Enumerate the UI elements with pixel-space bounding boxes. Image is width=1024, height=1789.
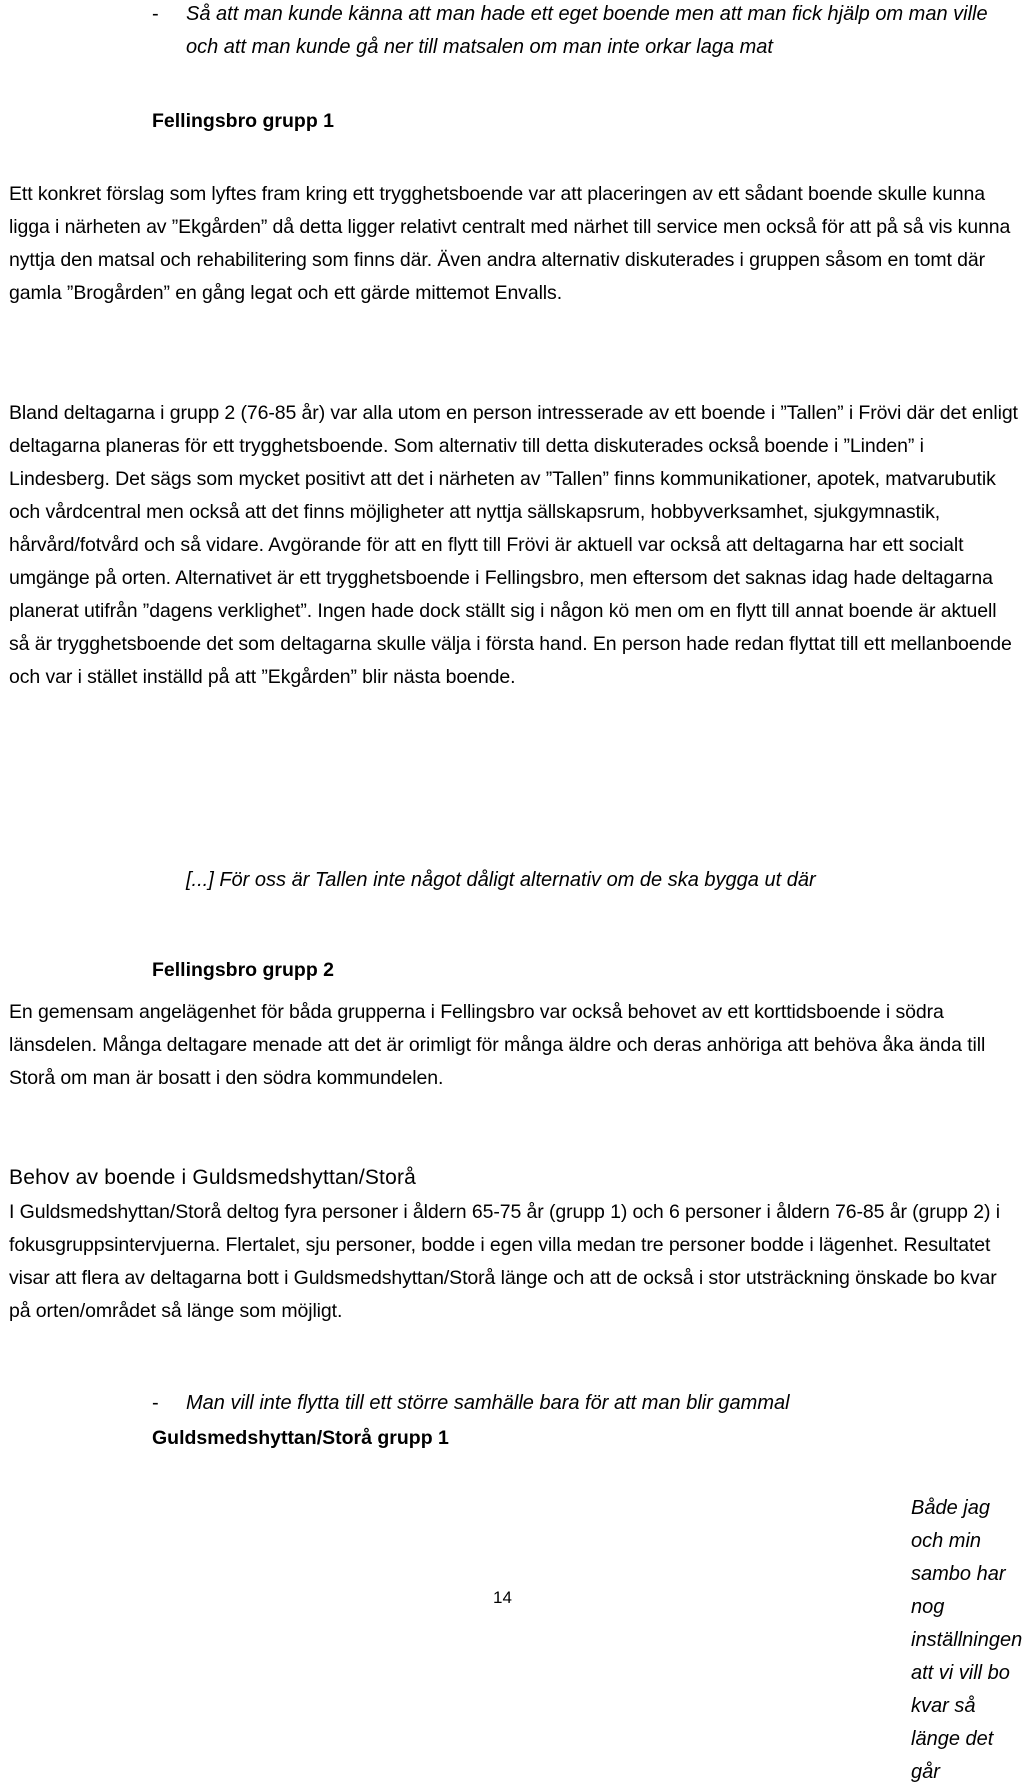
bullet-quote-text: Man vill inte flytta till ett större samhälle bara för att man blir gammal [186,1392,790,1414]
group-label-fellingsbro-2: Fellingsbro grupp 2 [152,959,335,981]
paragraph-placement-proposal [9,178,1019,310]
paragraph-group-2-tallen [9,397,1019,694]
group-label-fellingsbro-1: Fellingsbro grupp 1 [152,110,335,132]
bullet-item-help-at-home [152,0,992,64]
paragraph-short-term-housing [9,996,1019,1095]
quote-stay-as-long-as-possible-text: Både jag och min sambo har nog inställningen att vi vill bo kvar så länge det går [911,1497,1023,1783]
group-label-guldsmedshyttan-1: Guldsmedshyttan/Storå grupp 1 [152,1427,449,1449]
paragraph-guldsmedshyttan-participants [9,1196,1019,1328]
bullet-quote-text: Så att man kunde känna att man hade ett eget boende men att man fick hjälp om man ville och att man kunde gå ner till matsalen om man inte orkar laga mat [186,3,988,58]
bullet-item-stay-home [152,1387,790,1420]
section-heading-guldsmedshyttan: Behov av boende i Guldsmedshyttan/Storå [9,1166,417,1189]
page-number: 14 [493,1588,512,1607]
quote-tallen: [...] För oss är Tallen inte något dåligt alternativ om de ska bygga ut där [186,869,816,891]
paragraph-text: I Guldsmedshyttan/Storå deltog fyra personer i åldern 65-75 år (grupp 1) och 6 personer i åldern 76-85 år (grupp 2) i fokusgruppsintervjuerna. Flertalet, sju personer, bodde i egen villa medan tre personer bodde i lägenhet. Resultatet visar att flera av deltagarna bott i Guldsmedshyttan/Storå länge och att de också i stor utsträckning önskade bo kvar på orten/området så länge som möjligt. [9,1201,1000,1322]
bullet-dash: - [152,3,159,25]
paragraph-text: Ett konkret förslag som lyftes fram kring ett trygghetsboende var att placeringen av ett sådant boende skulle kunna ligga i närheten av ”Ekgården” då detta ligger relativt centralt med närhet till service men också för att på så vis kunna nyttja den matsal och rehabilitering som finns där. Även andra alternativ diskuterades i gruppen såsom en tomt där gamla ”Brogården” en gång legat och ett gärde mittemot Envalls. [9,183,1011,304]
paragraph-text: En gemensam angelägenhet för båda grupperna i Fellingsbro var också behovet av ett korttidsboende i södra länsdelen. Många deltagare menade att det är orimligt för många äldre och deras anhöriga att behöva åka ända till Storå om man är bosatt i den södra kommundelen. [9,1001,986,1089]
paragraph-text: Bland deltagarna i grupp 2 (76-85 år) var alla utom en person intresserade av ett boende i ”Tallen” i Frövi där det enligt deltagarna planeras för ett trygghetsboende. Som alternativ till detta diskuterades också boende i ”Linden” i Lindesberg. Det sägs som mycket positivt att det i närheten av ”Tallen” finns kommunikationer, apotek, matvarubutik och vårdcentral men också att det finns möjligheter att nyttja sällskapsrum, hobbyverksamhet, sjukgymnastik, hårvård/fotvård och så vidare. Avgörande för att en flytt till Frövi är aktuell var också att deltagarna har ett socialt umgänge på orten. Alternativet är ett trygghetsboende i Fellingsbro, men eftersom det saknas idag hade deltagarna planerat utifrån ”dagens verklighet”. Ingen hade dock ställt sig i någon kö men om en flytt till annat boende är aktuell så är trygghetsboende det som deltagarna skulle välja i första hand. En person hade redan flyttat till ett mellanboende och var i stället inställd på att ”Ekgården” blir nästa boende. [9,402,1018,688]
bullet-dash: - [152,1392,159,1414]
